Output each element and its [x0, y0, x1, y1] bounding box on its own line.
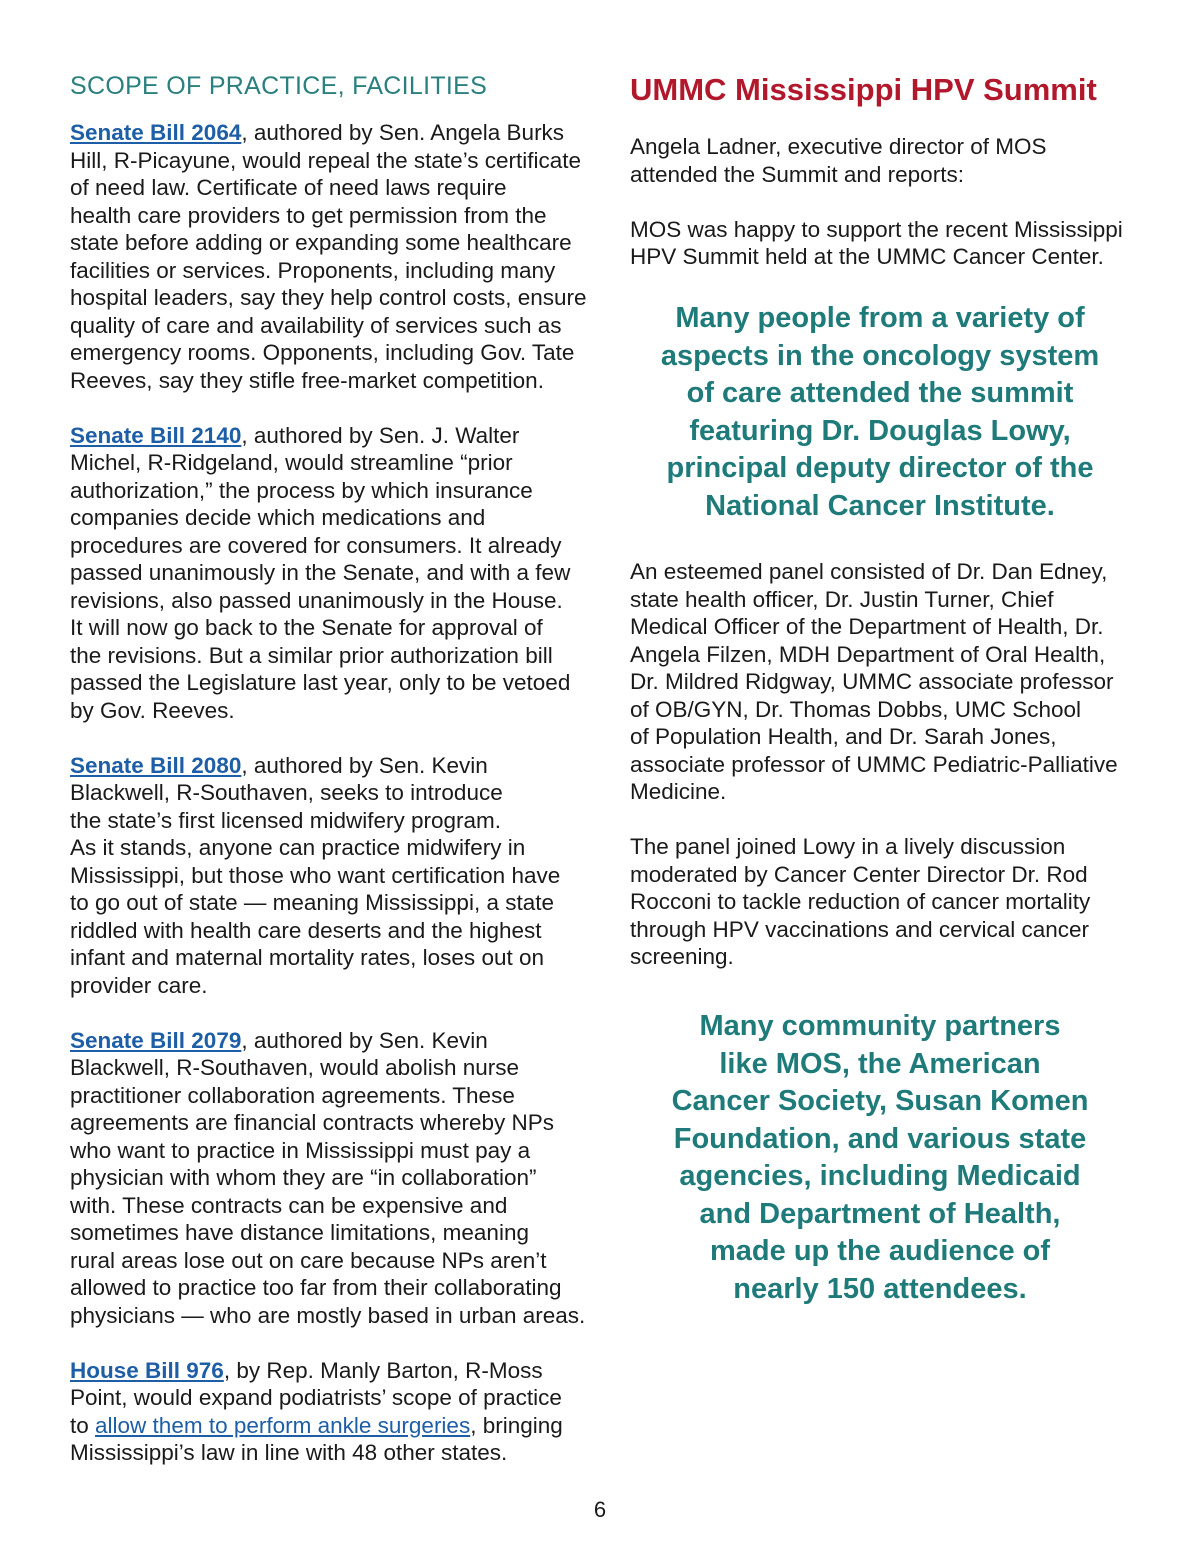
text-line	[70, 669, 600, 697]
line-text: sometimes have distance limitations, meaning	[70, 1220, 529, 1245]
line-text: , authored by Sen. Kevin	[241, 1027, 488, 1053]
text-line: associate professor of UMMC Pediatric-Palliative	[630, 751, 1118, 777]
quote-line: made up the audience of	[710, 1235, 1050, 1267]
line-text: with. These contracts can be expensive and	[70, 1192, 508, 1218]
text-line	[70, 1439, 600, 1467]
bill-link[interactable]: Senate Bill 2080	[70, 752, 242, 778]
text-line	[70, 862, 600, 890]
line-text: physicians — who are mostly based in urban areas.	[70, 1302, 586, 1328]
line-text: quality of care and availability of services such as	[70, 312, 562, 338]
line-text: , authored by Sen. J. Walter	[241, 422, 520, 448]
text-line	[70, 339, 600, 367]
quote-line: Many community partners	[699, 1010, 1061, 1042]
text-line: MOS was happy to support the recent Mississippi	[630, 216, 1123, 242]
text-line	[70, 422, 600, 450]
paragraph	[630, 133, 1140, 188]
text-line	[70, 559, 600, 587]
line-text: who want to practice in Mississippi must pay a	[70, 1137, 531, 1163]
line-text: state before adding or expanding some healthcare	[70, 230, 572, 255]
line-text: physician with whom they are “in collaboration”	[70, 1165, 537, 1190]
line-text: Reeves, say they stifle free-market competition.	[70, 367, 544, 393]
line-text: allowed to practice too far from their collaborating	[70, 1275, 562, 1300]
line-text: provider care.	[70, 972, 208, 998]
text-line	[70, 587, 600, 615]
quote-line: principal deputy director of the	[666, 452, 1094, 484]
paragraph	[630, 833, 1140, 971]
inline-link[interactable]: allow them to perform ankle surgeries	[95, 1412, 471, 1438]
bill-paragraph	[70, 1357, 600, 1467]
line-text: , authored by Sen. Angela Burks	[241, 120, 565, 145]
line-text: Hill, R-Picayune, would repeal the state’s certificate	[70, 147, 582, 173]
text-line	[70, 449, 600, 477]
paragraph	[630, 558, 1140, 806]
text-line: attended the Summit and reports:	[630, 161, 964, 187]
text-line: through HPV vaccinations and cervical cancer	[630, 916, 1089, 942]
text-line: of OB/GYN, Dr. Thomas Dobbs, UMC School	[630, 696, 1081, 722]
line-text: As it stands, anyone can practice midwifery in	[70, 835, 526, 860]
line-text: practitioner collaboration agreements. These	[70, 1082, 515, 1108]
quote-line: Foundation, and various state	[673, 1122, 1087, 1155]
text-line: moderated by Cancer Center Director Dr. Rod	[630, 861, 1088, 887]
text-line	[70, 1082, 600, 1110]
quote-line: like MOS, the American	[719, 1047, 1041, 1080]
line-text: , by Rep. Manly Barton, R-Moss	[223, 1357, 543, 1383]
line-text: by Gov. Reeves.	[70, 697, 235, 723]
line-text: facilities or services. Proponents, including many	[70, 257, 556, 283]
line-text: , authored by Sen. Kevin	[241, 752, 488, 778]
text-line	[70, 972, 600, 1000]
quote-line: aspects in the oncology system	[660, 339, 1100, 372]
line-text: riddled with health care deserts and the highest	[70, 917, 542, 943]
text-line	[70, 642, 600, 670]
line-text: authorization,” the process by which insurance	[70, 477, 533, 503]
text-line	[70, 202, 600, 230]
text-line: The panel joined Lowy in a lively discussion	[630, 834, 1066, 859]
text-line	[70, 1247, 600, 1275]
quote-line: agencies, including Medicaid	[679, 1160, 1081, 1192]
text-line	[70, 284, 600, 312]
text-line	[70, 1192, 600, 1220]
text-line	[70, 1109, 600, 1137]
quote-line: Many people from a variety of	[675, 302, 1085, 334]
bill-link[interactable]: House Bill 976	[70, 1357, 224, 1383]
page-number: 6	[593, 1497, 607, 1522]
article-title: UMMC Mississippi HPV Summit	[630, 72, 1097, 107]
line-text: It will now go back to the Senate for approval of	[70, 615, 543, 640]
line-text: hospital leaders, say they help control costs, ensure	[70, 285, 587, 310]
quote-line: and Department of Health,	[699, 1197, 1061, 1230]
line-text: agreements are financial contracts whereby NPs	[70, 1110, 554, 1135]
text-line	[70, 917, 600, 945]
line-text: to go out of state — meaning Mississippi, a state	[70, 890, 554, 915]
text-line	[70, 1412, 600, 1440]
quote-line: of care attended the summit	[686, 377, 1074, 409]
text-line	[70, 1384, 600, 1412]
text-line: state health officer, Dr. Justin Turner, Chief	[630, 586, 1054, 612]
body-text	[630, 558, 1140, 998]
line-text: Michel, R-Ridgeland, would streamline “prior	[70, 450, 513, 475]
line-text: passed unanimously in the Senate, and with a few	[70, 560, 571, 585]
text-line	[70, 944, 600, 972]
line-text: to	[70, 1412, 96, 1438]
line-text: Mississippi, but those who want certification have	[70, 862, 561, 888]
paragraph	[630, 216, 1140, 271]
text-line: Dr. Mildred Ridgway, UMMC associate professor	[630, 669, 1114, 694]
text-line	[70, 1164, 600, 1192]
text-line	[70, 477, 600, 505]
text-line: Angela Ladner, executive director of MOS	[630, 134, 1047, 159]
line-text: the revisions. But a similar prior authorization bill	[70, 642, 553, 668]
line-text: companies decide which medications and	[70, 505, 486, 530]
line-text: of need law. Certificate of need laws require	[70, 175, 507, 200]
quote-line: National Cancer Institute.	[705, 489, 1055, 522]
text-line	[70, 1357, 600, 1385]
line-text: procedures are covered for consumers. It already	[70, 532, 562, 558]
text-line	[70, 779, 600, 807]
text-line	[70, 1027, 600, 1055]
line-text: infant and maternal mortality rates, loses out on	[70, 945, 544, 970]
text-line	[70, 834, 600, 862]
line-text: Point, would expand podiatrists’ scope of practice	[70, 1385, 562, 1410]
line-text: Blackwell, R-Southaven, seeks to introduce	[70, 780, 503, 805]
bill-link[interactable]: Senate Bill 2064	[70, 120, 242, 145]
text-line	[70, 1274, 600, 1302]
line-text: Mississippi’s law in line with 48 other states.	[70, 1440, 508, 1465]
quote-line: featuring Dr. Douglas Lowy,	[689, 414, 1071, 447]
text-line: Rocconi to tackle reduction of cancer mortality	[630, 889, 1091, 914]
bill-link[interactable]: Senate Bill 2079	[70, 1027, 242, 1053]
line-text: emergency rooms. Opponents, including Gov. Tate	[70, 340, 575, 365]
line-text: revisions, also passed unanimously in the House.	[70, 587, 563, 613]
text-line	[70, 1219, 600, 1247]
line-text: rural areas lose out on care because NPs aren’t	[70, 1247, 547, 1273]
text-line: screening.	[630, 944, 734, 969]
text-line	[70, 257, 600, 285]
line-text: passed the Legislature last year, only to be vetoed	[70, 670, 571, 695]
text-line	[70, 889, 600, 917]
bill-paragraph	[70, 1027, 600, 1330]
text-line	[70, 367, 600, 395]
text-line	[70, 229, 600, 257]
text-line	[70, 614, 600, 642]
text-line	[70, 1054, 600, 1082]
text-line	[70, 532, 600, 560]
text-line	[70, 1302, 600, 1330]
quote-line: nearly 150 attendees.	[733, 1272, 1027, 1305]
text-line	[70, 312, 600, 340]
bill-paragraph	[70, 422, 600, 725]
quote-line: Cancer Society, Susan Komen	[671, 1085, 1089, 1117]
text-line	[70, 697, 600, 725]
text-line	[70, 504, 600, 532]
text-line	[70, 174, 600, 202]
text-line: Angela Filzen, MDH Department of Oral Health,	[630, 641, 1106, 667]
text-line: Medicine.	[630, 779, 727, 804]
pull-quote-1	[630, 300, 1130, 525]
bill-paragraph	[70, 119, 600, 394]
line-text: health care providers to get permission from the	[70, 202, 547, 228]
section-heading: SCOPE OF PRACTICE, FACILITIES	[70, 72, 488, 100]
bill-paragraph	[70, 752, 600, 1000]
text-line	[70, 119, 600, 147]
left-column	[70, 119, 600, 1494]
text-line	[70, 1137, 600, 1165]
text-line: of Population Health, and Dr. Sarah Jones,	[630, 724, 1057, 749]
text-line	[70, 807, 600, 835]
bill-link[interactable]: Senate Bill 2140	[70, 422, 242, 448]
text-line	[70, 147, 600, 175]
text-line: HPV Summit held at the UMMC Cancer Center.	[630, 244, 1104, 269]
line-text: , bringing	[470, 1412, 563, 1438]
text-line: Medical Officer of the Department of Health, Dr.	[630, 614, 1104, 639]
intro-text	[630, 133, 1140, 298]
text-line: An esteemed panel consisted of Dr. Dan Edney,	[630, 559, 1108, 584]
text-line	[70, 752, 600, 780]
line-text: the state’s first licensed midwifery program.	[70, 807, 501, 833]
line-text: Blackwell, R-Southaven, would abolish nurse	[70, 1055, 519, 1080]
pull-quote-2	[630, 1008, 1130, 1308]
